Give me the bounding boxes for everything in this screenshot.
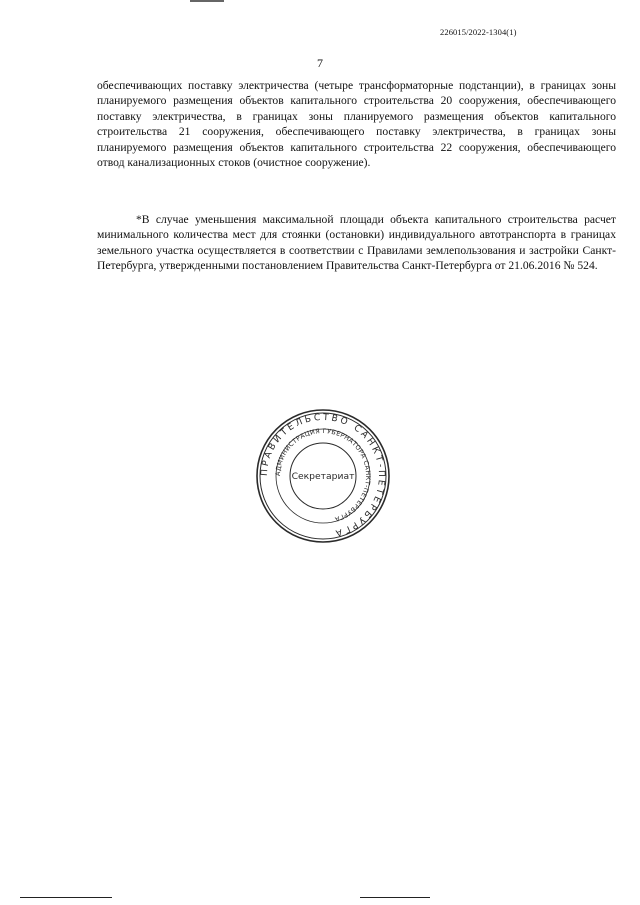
document-id: 226015/2022-1304(1): [440, 27, 517, 37]
paragraph-footnote: *В случае уменьшения максимальной площади объекта капитального строительства расчет минимального количества мест для стоянки (остановки) индивидуального автотранспорта в границах земельного участка осуществляется в соответствии с Правилами землепользования и застройки Санкт-Петербурга, утвержденными постановлением Правительства Санкт-Петербурга от 21.06.2016 № 524.: [97, 213, 616, 273]
paragraph-continuation: обеспечивающих поставку электричества (четыре трансформаторные подстанции), в границах зоны планируемого размещения объектов капитального строительства 20 сооружения, обеспечивающего поставку электричества, в границах зоны планируемого размещения объектов капитального строительства 21 сооружения, обеспечивающего поставку электричества, в границах зоны планируемого размещения объектов капитального строительства 22 сооружения, обеспечивающего отвод канализационных стоков (очистное сооружение).: [97, 79, 616, 170]
seal-inner-text: АДМИНИСТРАЦИЯ ГУБЕРНАТОРА САНКТ-ПЕТЕРБУРГА: [273, 426, 373, 524]
top-scan-mark: [190, 0, 224, 2]
official-seal: [255, 408, 391, 544]
seal-center-text: Секретариат: [291, 471, 355, 482]
bottom-rule-right: [360, 897, 430, 898]
seal-outer-text: ПРАВИТЕЛЬСТВО САНКТ-ПЕТЕРБУРГА: [259, 412, 387, 539]
page-number: 7: [317, 56, 323, 70]
bottom-rule-left: [20, 897, 112, 898]
